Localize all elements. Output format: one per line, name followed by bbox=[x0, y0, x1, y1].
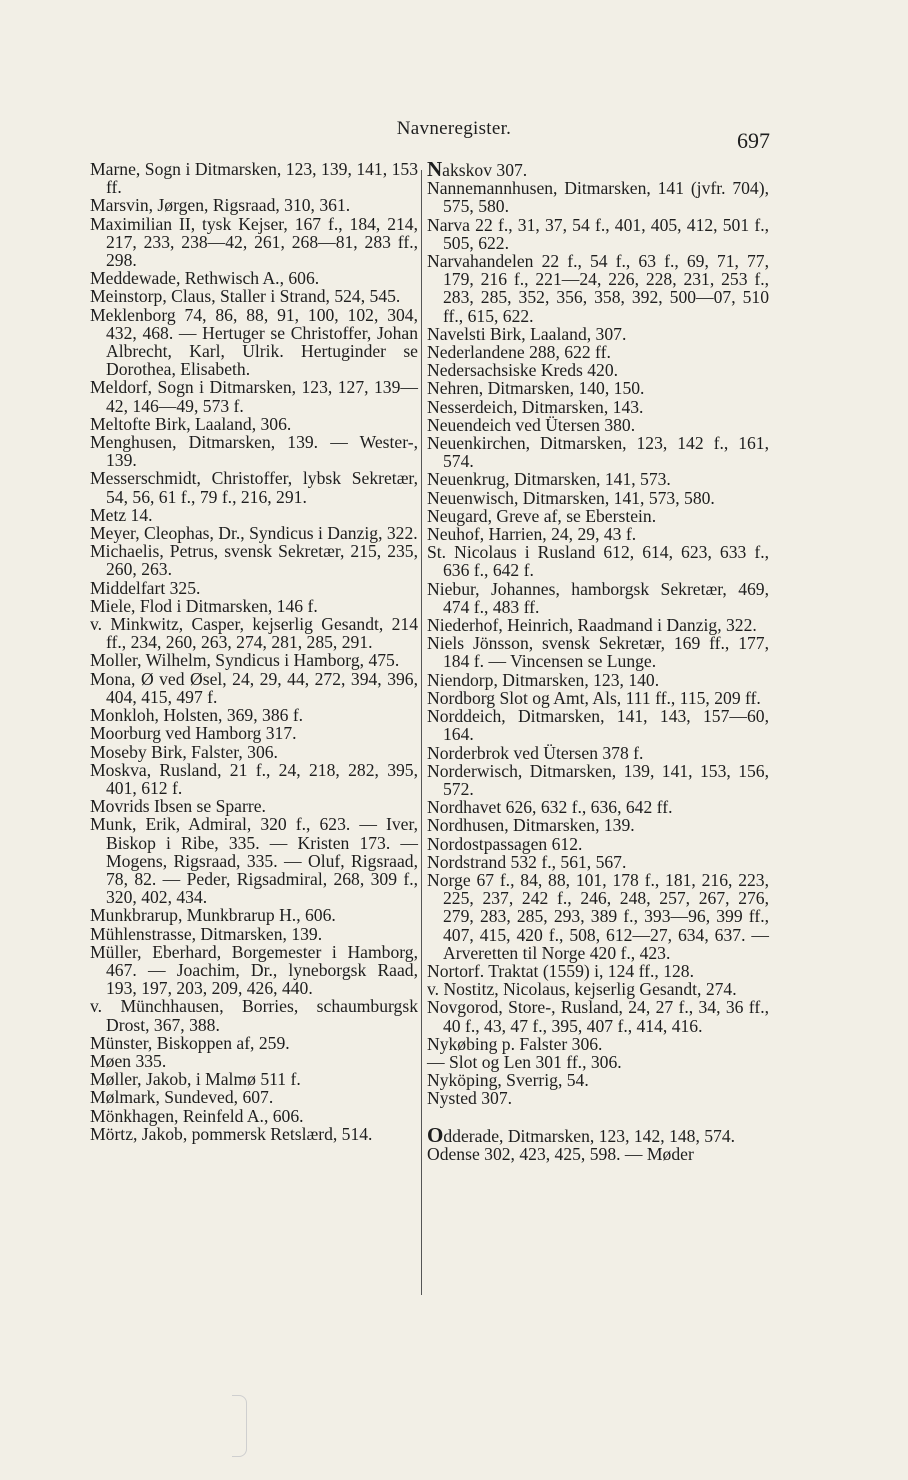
section-initial-o: O bbox=[427, 1122, 444, 1147]
index-entry: Mönkhagen, Reinfeld A., 606. bbox=[90, 1105, 304, 1126]
index-entry: Michaelis, Petrus, svensk Sekretær, 215, 235, 260, 263. bbox=[90, 541, 418, 580]
index-entry: Nykøbing p. Falster 306. bbox=[427, 1033, 603, 1054]
page-header-title: Navneregister. bbox=[396, 118, 512, 139]
index-entry: Moller, Wilhelm, Syndicus i Hamborg, 475. bbox=[90, 650, 400, 671]
index-entry: Moseby Birk, Falster, 306. bbox=[90, 741, 278, 762]
index-entry: Meddewade, Rethwisch A., 606. bbox=[90, 268, 320, 289]
index-entry: Niebur, Johannes, hamborgsk Sekretær, 469, 474 f., 483 ff. bbox=[427, 578, 769, 617]
index-entry: Nannemannhusen, Ditmarsken, 141 (jvfr. 704), 575, 580. bbox=[427, 178, 769, 217]
index-entry: Nederlandene 288, 622 ff. bbox=[427, 342, 611, 363]
index-entry: Meinstorp, Claus, Staller i Strand, 524, 545. bbox=[90, 286, 401, 307]
index-entry: Niels Jönsson, svensk Sekretær, 169 ff., 177, 184 f. — Vincensen se Lunge. bbox=[427, 633, 769, 672]
index-entry: Marne, Sogn i Ditmarsken, 123, 139, 141, 153 ff. bbox=[90, 159, 418, 198]
index-entry: Middelfart 325. bbox=[90, 577, 201, 598]
index-entry: Narva 22 f., 31, 37, 54 f., 401, 405, 412, 501 f., 505, 622. bbox=[427, 214, 769, 253]
index-entry: Nordstrand 532 f., 561, 567. bbox=[427, 851, 627, 872]
index-entry-section-n bbox=[427, 157, 769, 181]
index-entry: Neuenkirchen, Ditmarsken, 123, 142 f., 161, 574. bbox=[427, 433, 769, 472]
index-entry: Mühlenstrasse, Ditmarsken, 139. bbox=[90, 923, 323, 944]
index-entry: Nordhavet 626, 632 f., 636, 642 ff. bbox=[427, 797, 673, 818]
index-entry: Møen 335. bbox=[90, 1050, 167, 1071]
index-entry: Nordostpassagen 612. bbox=[427, 833, 583, 854]
section-initial-n: N bbox=[427, 157, 443, 181]
column-divider bbox=[421, 170, 422, 1295]
index-column-right bbox=[427, 157, 769, 1164]
index-entry: St. Nicolaus i Rusland 612, 614, 623, 633 f., 636 f., 642 f. bbox=[427, 542, 769, 581]
index-entry: Moskva, Rusland, 21 f., 24, 218, 282, 395, 401, 612 f. bbox=[90, 759, 418, 798]
index-entry: Norge 67 f., 84, 88, 101, 178 f., 181, 216, 223, 225, 237, 242 f., 246, 248, 257, 267, 276, 279, 283, 285, 293, 389 f., 393—96, 399 ff., 407, 415, 420 f., 508, 612—27, 634, 637. — Arveretten til Norge 420 f., 423. bbox=[427, 869, 769, 963]
index-entry: Mörtz, Jakob, pommersk Retslærd, 514. bbox=[90, 1123, 373, 1144]
index-entry: Marsvin, Jørgen, Rigsraad, 310, 361. bbox=[90, 195, 351, 216]
index-column-left bbox=[90, 160, 418, 1143]
index-entry: Movrids Ibsen se Sparre. bbox=[90, 796, 266, 817]
index-entry: Menghusen, Ditmarsken, 139. — Wester-, 139. bbox=[90, 432, 418, 471]
index-entry: Nysted 307. bbox=[427, 1088, 513, 1109]
index-entry: Nyköping, Sverrig, 54. bbox=[427, 1070, 589, 1091]
index-entry: Nortorf. Traktat (1559) i, 124 ff., 128. bbox=[427, 960, 694, 981]
index-entry: Nedersachsiske Kreds 420. bbox=[427, 360, 619, 381]
index-entry: Møller, Jakob, i Malmø 511 f. bbox=[90, 1069, 301, 1090]
index-entry: Meyer, Cleophas, Dr., Syndicus i Danzig, 322. bbox=[90, 523, 418, 544]
index-entry: v. Nostitz, Nicolaus, kejserlig Gesandt, 274. bbox=[427, 979, 737, 1000]
index-entry: Metz 14. bbox=[90, 504, 153, 525]
index-entry: Niendorp, Ditmarsken, 123, 140. bbox=[427, 669, 660, 690]
index-entry: Navelsti Birk, Laaland, 307. bbox=[427, 323, 627, 344]
index-entry: Niederhof, Heinrich, Raadmand i Danzig, 322. bbox=[427, 615, 757, 636]
index-entry: Mølmark, Sundeved, 607. bbox=[90, 1087, 274, 1108]
section-gap bbox=[427, 1108, 769, 1126]
index-entry: v. Münchhausen, Borries, schaumburgsk Drost, 367, 388. bbox=[90, 996, 418, 1035]
index-entry: Maximilian II, tysk Kejser, 167 f., 184, 214, 217, 233, 238—42, 261, 268—81, 283 ff., 298. bbox=[90, 213, 418, 271]
index-entry: Münster, Biskoppen af, 259. bbox=[90, 1032, 290, 1053]
index-entry: Novgorod, Store-, Rusland, 24, 27 f., 34, 36 ff., 40 f., 43, 47 f., 395, 407 f., 414, 416. bbox=[427, 997, 769, 1036]
index-entry: Meltofte Birk, Laaland, 306. bbox=[90, 413, 292, 434]
index-entry: Messerschmidt, Christoffer, lybsk Sekretær, 54, 56, 61 f., 79 f., 216, 291. bbox=[90, 468, 418, 507]
index-entry: Neuendeich ved Ütersen 380. bbox=[427, 414, 636, 435]
index-entry: Neuenwisch, Ditmarsken, 141, 573, 580. bbox=[427, 487, 715, 508]
index-entry: Nordborg Slot og Amt, Als, 111 ff., 115, 209 ff. bbox=[427, 687, 761, 708]
index-entry: Norderbrok ved Ütersen 378 f. bbox=[427, 742, 644, 763]
index-entry: Müller, Eberhard, Borgemester i Hamborg, 467. — Joachim, Dr., lyneborgsk Raad, 193, 197, 203, 209, 426, 440. bbox=[90, 941, 418, 999]
index-entry: v. Minkwitz, Casper, kejserlig Gesandt, 214 ff., 234, 260, 263, 274, 281, 285, 291. bbox=[90, 614, 418, 653]
page-edge-mark bbox=[232, 1395, 247, 1457]
index-entry-text: dderade, Ditmarsken, 123, 142, 148, 574. bbox=[443, 1125, 736, 1146]
index-entry: Meldorf, Sogn i Ditmarsken, 123, 127, 139—42, 146—49, 573 f. bbox=[90, 377, 418, 416]
index-entry: Monkloh, Holsten, 369, 386 f. bbox=[90, 705, 304, 726]
index-entry-section-o bbox=[427, 1122, 769, 1147]
index-entry: Nehren, Ditmarsken, 140, 150. bbox=[427, 378, 645, 399]
index-entry: Neugard, Greve af, se Eberstein. bbox=[427, 505, 657, 526]
index-entry: Nesserdeich, Ditmarsken, 143. bbox=[427, 396, 644, 417]
index-entry: — Slot og Len 301 ff., 306. bbox=[427, 1051, 622, 1072]
index-entry: Meklenborg 74, 86, 88, 91, 100, 102, 304, 432, 468. — Hertuger se Christoffer, Johan Albrecht, Karl, Ulrik. Hertuginder se Dorothea, Elisabeth. bbox=[90, 304, 418, 380]
index-entry: Munk, Erik, Admiral, 320 f., 623. — Iver, Biskop i Ribe, 335. — Kristen 173. — Mogens, Rigsraad, 335. — Oluf, Rigsraad, 78, 82. — Peder, Rigsadmiral, 268, 309 f., 320, 402, 434. bbox=[90, 814, 418, 908]
index-entry: Miele, Flod i Ditmarsken, 146 f. bbox=[90, 595, 318, 616]
index-entry: Norddeich, Ditmarsken, 141, 143, 157—60, 164. bbox=[427, 706, 769, 745]
page-number: 697 bbox=[737, 128, 770, 153]
index-entry: Norderwisch, Ditmarsken, 139, 141, 153, 156, 572. bbox=[427, 760, 769, 799]
index-entry: Neuenkrug, Ditmarsken, 141, 573. bbox=[427, 469, 671, 490]
index-entry-text: akskov 307. bbox=[442, 160, 528, 180]
index-entry: Moorburg ved Hamborg 317. bbox=[90, 723, 297, 744]
index-entry: Mona, Ø ved Øsel, 24, 29, 44, 272, 394, 396, 404, 415, 497 f. bbox=[90, 668, 418, 707]
index-entry: Neuhof, Harrien, 24, 29, 43 f. bbox=[427, 524, 637, 545]
index-entry: Odense 302, 423, 425, 598. — Møder bbox=[427, 1143, 694, 1164]
index-entry: Narvahandelen 22 f., 54 f., 63 f., 69, 71, 77, 179, 216 f., 221—24, 226, 228, 231, 253 f., 283, 285, 352, 356, 358, 392, 500—07, 510 ff., 615, 622. bbox=[427, 251, 769, 326]
index-entry: Munkbrarup, Munkbrarup H., 606. bbox=[90, 905, 336, 926]
index-entry: Nordhusen, Ditmarsken, 139. bbox=[427, 815, 635, 836]
